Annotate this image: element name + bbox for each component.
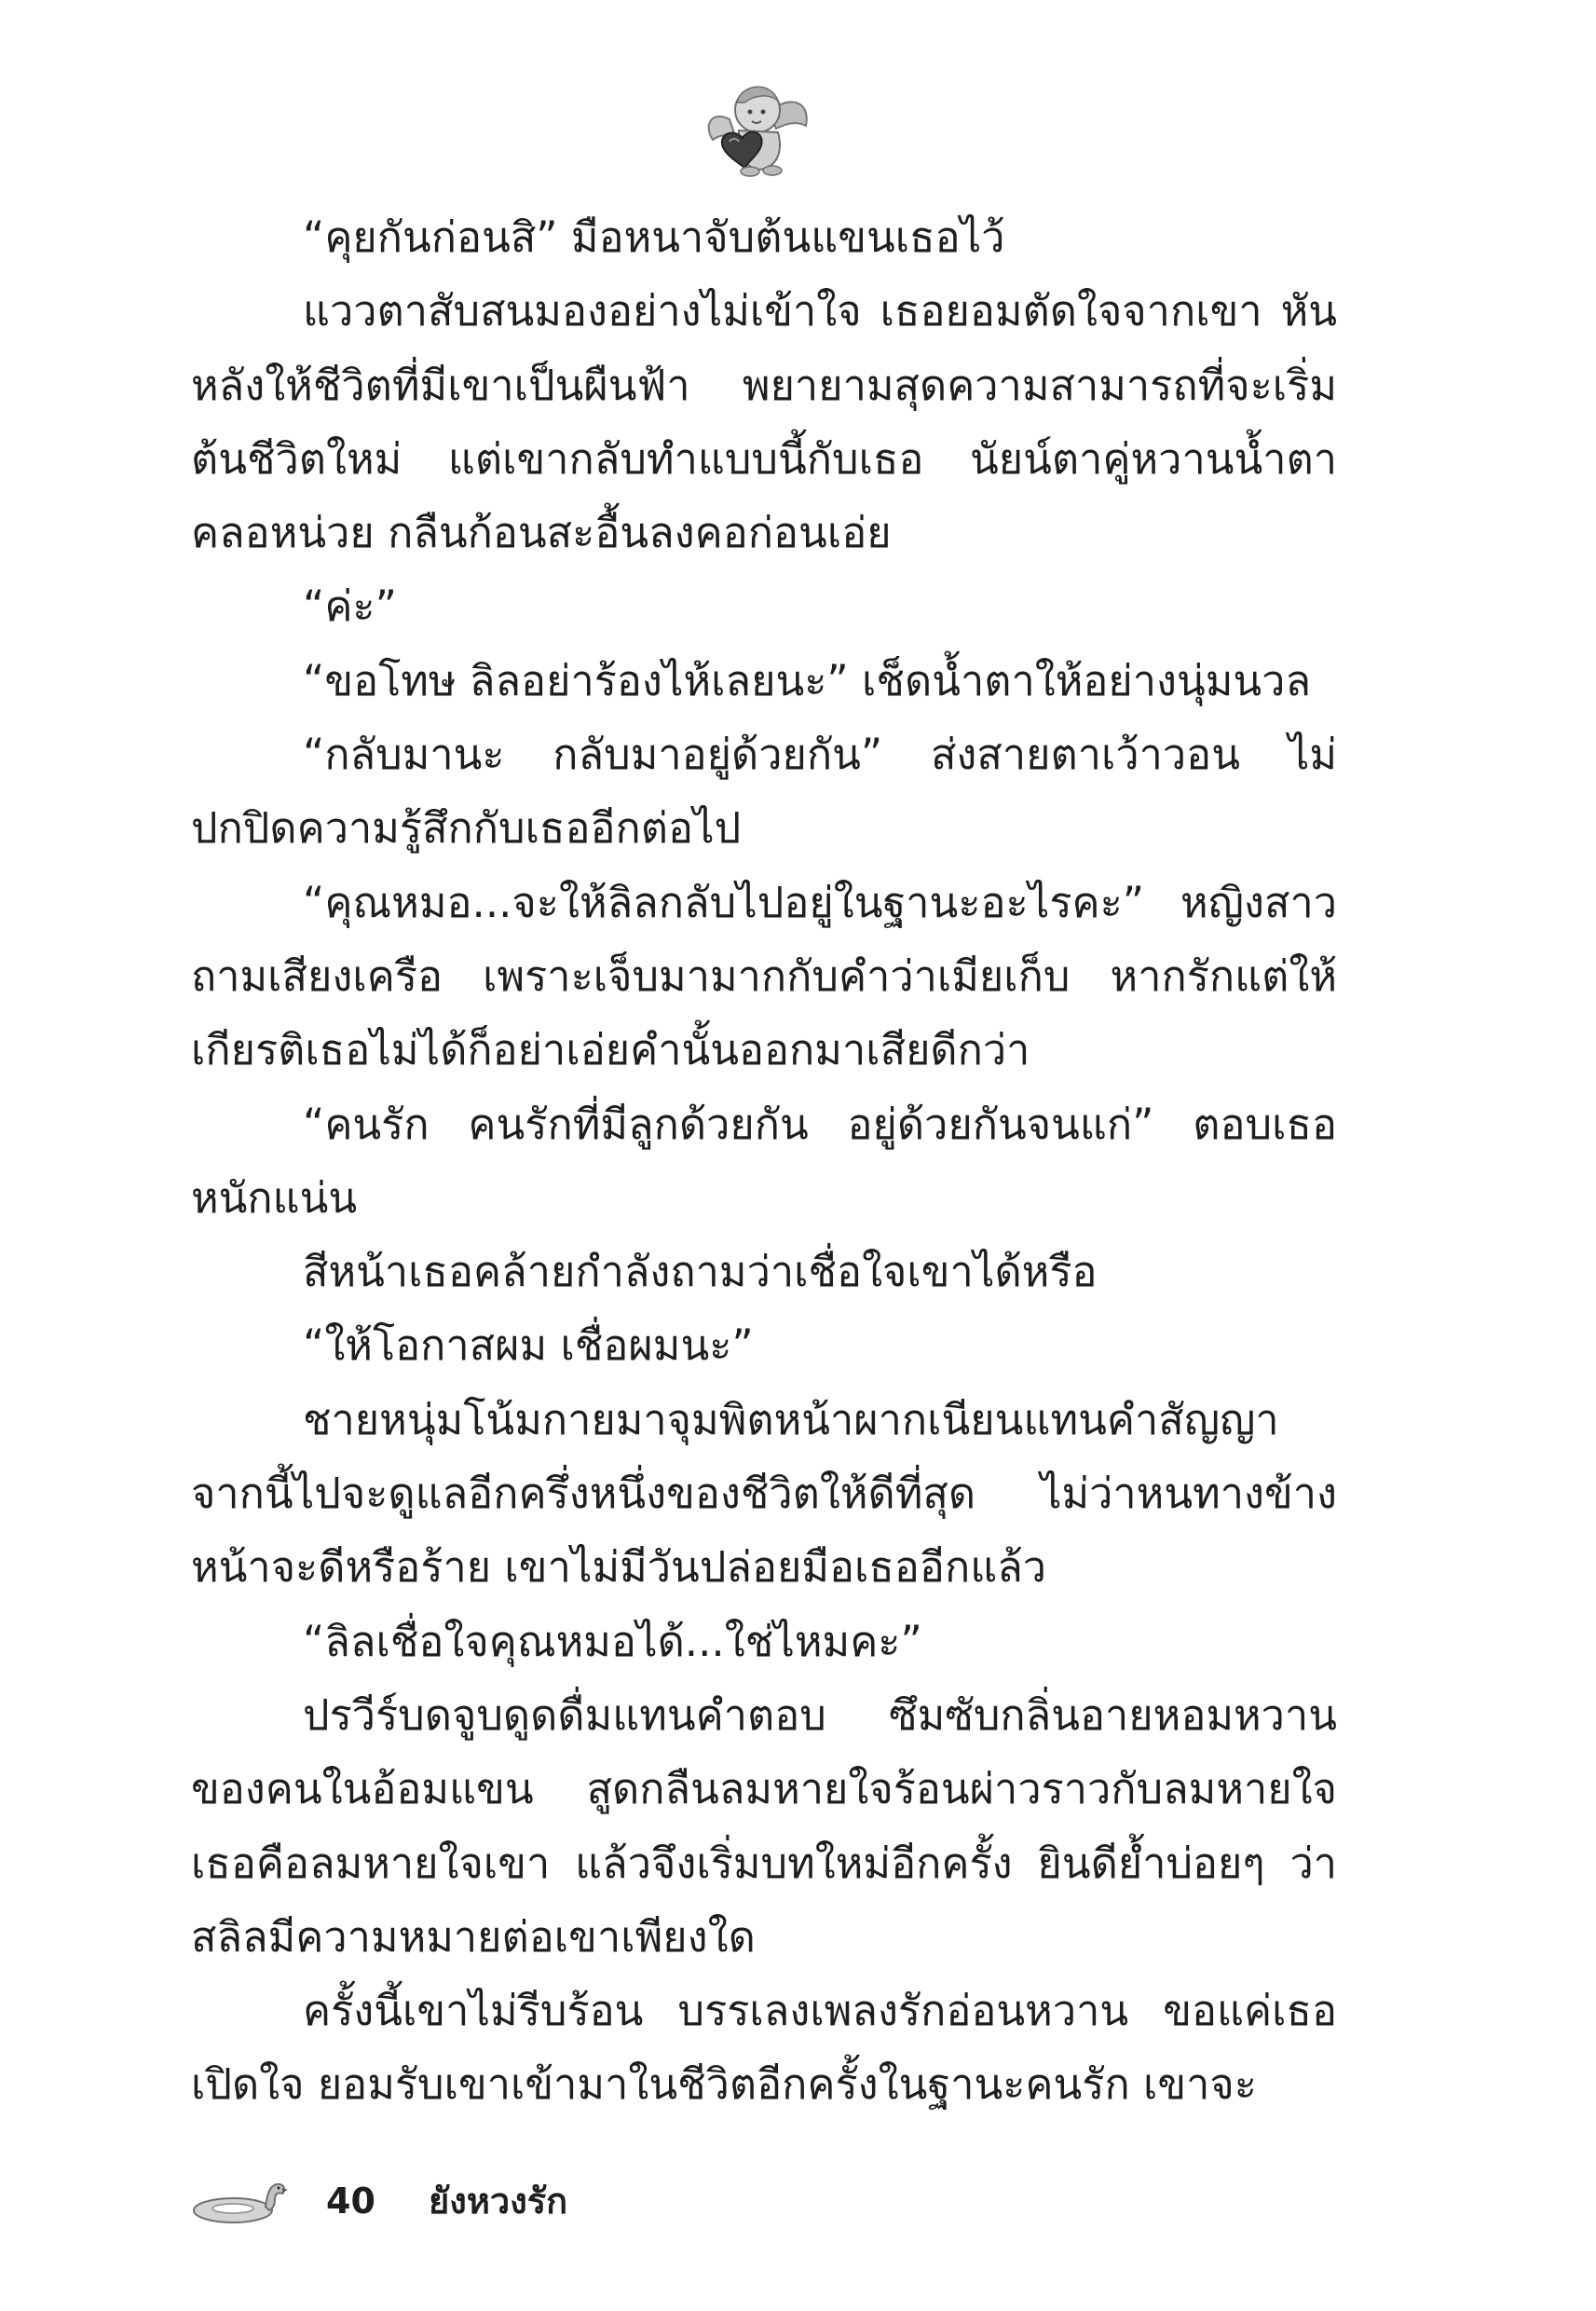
paragraph: “คุยกันก่อนสิ” มือหนาจับต้นแขนเธอไว้	[303, 212, 1005, 262]
paragraph: แววตาสับสนมองอย่างไม่เข้าใจ เธอยอมตัดใจจากเขา หันหลังให้ชีวิตที่มีเขาเป็นผืนฟ้า พยายามสุดความสามารถที่จะเริ่มต้นชีวิตใหม่ แต่เขากลับทำแบบนี้กับเธอ นัยน์ตาคู่หวานน้ำตาคลอหน่วย กลืนก้อนสะอื้นลงคอก่อนเอ่ย	[191, 286, 1337, 558]
paragraph: “ขอโทษ ลิลอย่าร้องไห้เลยนะ” เช็ดน้ำตาให้อย่างนุ่มนวล	[303, 655, 1312, 705]
swan-float-icon	[191, 2179, 289, 2225]
paragraph: ชายหนุ่มโน้มกายมาจุมพิตหน้าผากเนียนแทนคำสัญญา จากนี้ไปจะดูแลอีกครึ่งหนึ่งของชีวิตให้ดีที่สุด ไม่ว่าหนทางข้างหน้าจะดีหรือร้าย เขาไม่มีวันปล่อยมือเธออีกแล้ว	[191, 1394, 1337, 1593]
paragraph: “คุณหมอ...จะให้ลิลกลับไปอยู่ในฐานะอะไรคะ” หญิงสาวถามเสียงเครือ เพราะเจ็บมามากกับคำว่าเมียเก็บ หากรักแต่ให้เกียรติเธอไม่ได้ก็อย่าเอ่ยคำนั้นออกมาเสียดีกว่า	[191, 877, 1337, 1075]
paragraph: ครั้งนี้เขาไม่รีบร้อน บรรเลงเพลงรักอ่อนหวาน ขอแค่เธอเปิดใจ ยอมรับเขาเข้ามาในชีวิตอีกครั้งในฐานะคนรัก เขาจะ	[191, 1986, 1337, 2110]
cupid-holding-heart-icon	[703, 75, 815, 177]
paragraph: “คนรัก คนรักที่มีลูกด้วยกัน อยู่ด้วยกันจนแก่” ตอบเธอหนักแน่น	[191, 1099, 1337, 1223]
paragraph: “ให้โอกาสผม เชื่อผมนะ”	[303, 1320, 754, 1371]
page-footer	[191, 2171, 843, 2236]
page-number: 40	[326, 2181, 375, 2222]
book-title: ยังหวงรัก	[429, 2181, 568, 2222]
paragraph: “ค่ะ”	[303, 581, 397, 632]
paragraph: ปรวีร์บดจูบดูดดื่มแทนคำตอบ ซึมซับกลิ่นอายหอมหวานของคนในอ้อมแขน สูดกลืนลมหายใจร้อนผ่าวราวกับลมหายใจเธอคือลมหายใจเขา แล้วจึงเริ่มบทใหม่อีกครั้ง ยินดีย้ำบ่อยๆ ว่าสลิลมีความหมายต่อเขาเพียงใด	[191, 1689, 1337, 1962]
paragraph: “กลับมานะ กลับมาอยู่ด้วยกัน” ส่งสายตาเว้าวอน ไม่ปกปิดความรู้สึกกับเธออีกต่อไป	[191, 730, 1337, 854]
paragraph: “ลิลเชื่อใจคุณหมอได้...ใช่ไหมคะ”	[303, 1616, 922, 1666]
paragraph: สีหน้าเธอคล้ายกำลังถามว่าเชื่อใจเขาได้หรือ	[303, 1247, 1098, 1297]
story-text	[191, 200, 1337, 2122]
